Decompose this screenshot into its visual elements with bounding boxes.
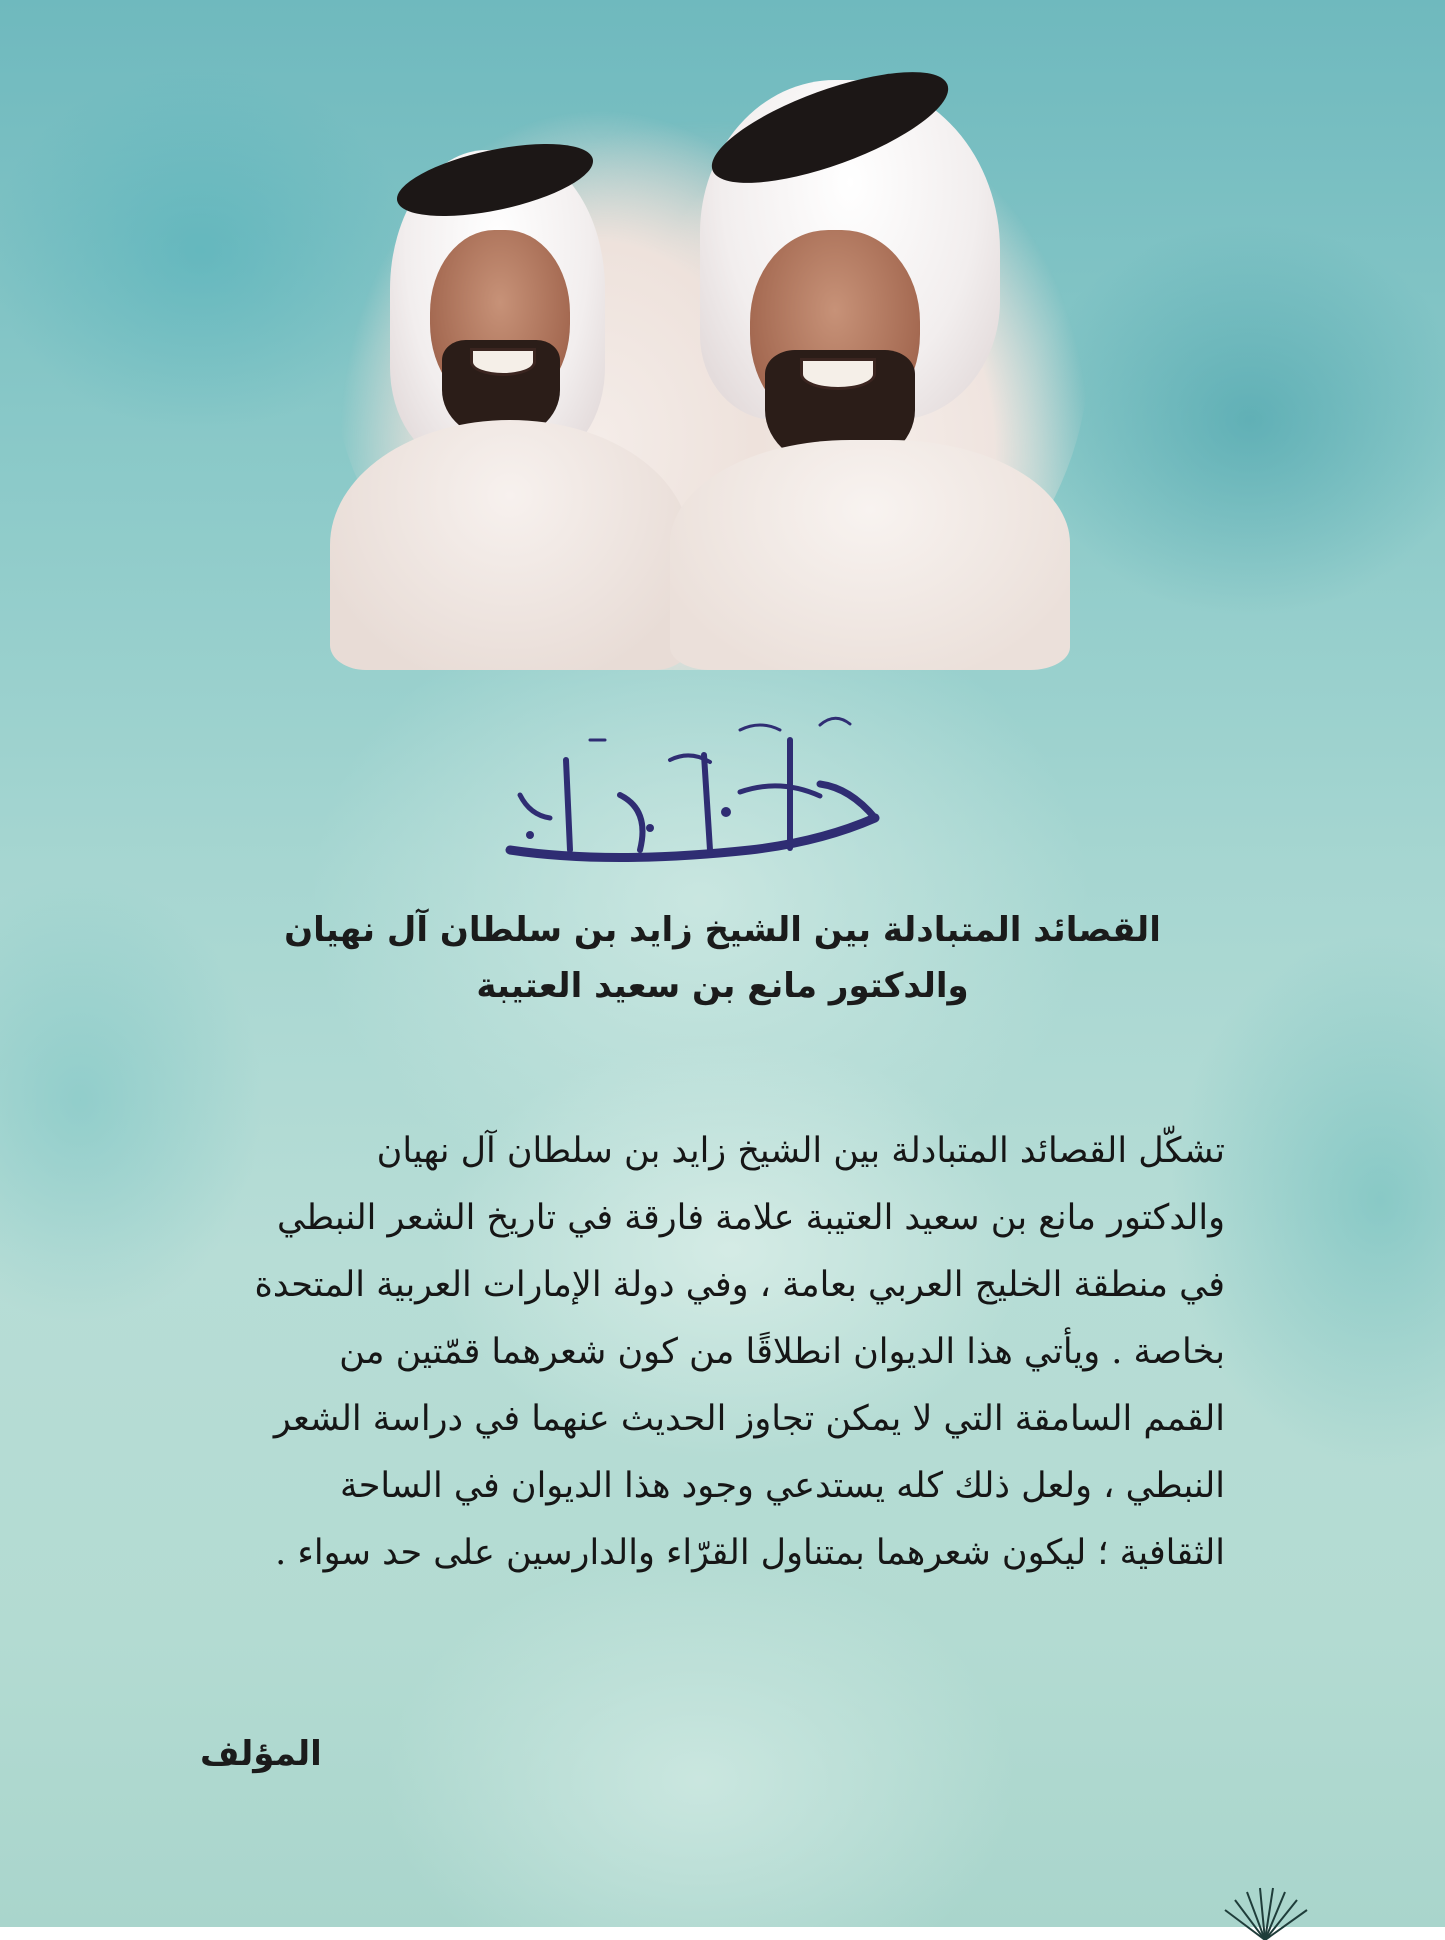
- subtitle-line-2: والدكتور مانع بن سعيد العتيبة: [476, 966, 969, 1006]
- decorative-ornament-icon: [1165, 1880, 1365, 1940]
- description-line: الثقافية ؛ ليكون شعرهما بمتناول القرّاء والدارسين على حد سواء .: [275, 1533, 1225, 1573]
- author-label: المؤلف: [200, 1734, 322, 1774]
- description-line: تشكّل القصائد المتبادلة بين الشيخ زايد بن سلطان آل نهيان: [376, 1131, 1225, 1171]
- title-calligraphy-text: كنز الدار: [690, 685, 747, 704]
- description-line: والدكتور مانع بن سعيد العتيبة علامة فارقة في تاريخ الشعر النبطي: [277, 1198, 1225, 1238]
- description-line: بخاصة . ويأتي هذا الديوان انطلاقًا من كون شعرهما قمّتين من: [339, 1332, 1225, 1372]
- description-line: النبطي ، ولعل ذلك كله يستدعي وجود هذا الديوان في الساحة: [340, 1466, 1225, 1506]
- description-line: القمم السامقة التي لا يمكن تجاوز الحديث عنهما في دراسة الشعر: [273, 1399, 1225, 1439]
- description-line: في منطقة الخليج العربي بعامة ، وفي دولة الإمارات العربية المتحدة: [254, 1265, 1225, 1305]
- photo-figure-right: [630, 80, 1090, 670]
- description-paragraph: [200, 1118, 1225, 1587]
- title-calligraphy-art: [490, 685, 890, 870]
- cover-photo: [330, 80, 1090, 670]
- subtitle-line-1: القصائد المتبادلة بين الشيخ زايد بن سلطان آل نهيان: [284, 910, 1161, 950]
